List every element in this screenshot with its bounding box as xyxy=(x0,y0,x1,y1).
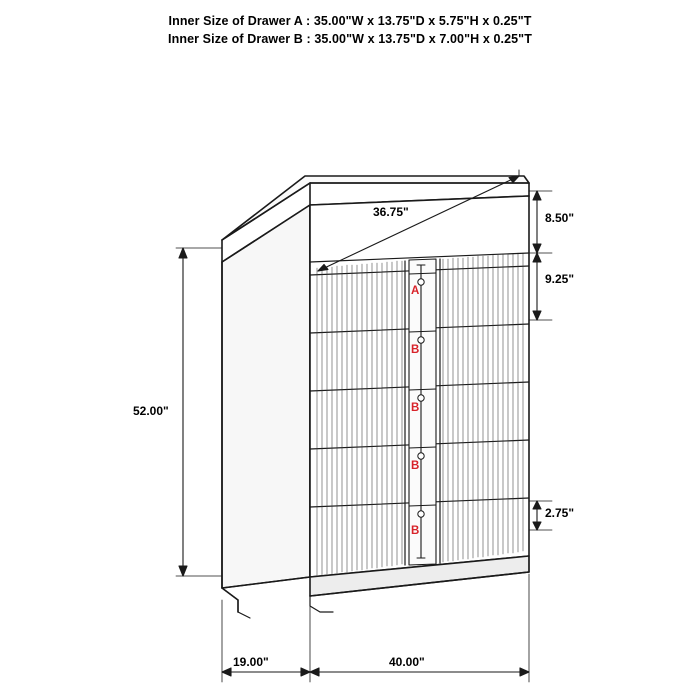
drawer-b-inner-size-text: Inner Size of Drawer B : 35.00"W x 13.75"D x 7.00"H x 0.25"T xyxy=(168,32,532,46)
dim-right-925 xyxy=(529,253,552,320)
drawer-label-b2: B xyxy=(411,402,420,414)
drawer-label-b4: B xyxy=(411,525,420,537)
dim-label-top-width: 36.75" xyxy=(373,205,409,219)
dim-label-total-height: 52.00" xyxy=(133,404,169,418)
dim-label-width: 40.00" xyxy=(389,655,425,669)
dim-label-depth: 19.00" xyxy=(233,655,269,669)
dim-label-right-925: 9.25" xyxy=(545,272,575,286)
dim-label-right-850: 8.50" xyxy=(545,211,575,225)
dim-bottom-depth xyxy=(222,600,310,682)
drawer-label-b1: B xyxy=(411,344,420,356)
dim-label-right-275: 2.75" xyxy=(545,506,575,520)
drawer-label-b3: B xyxy=(411,460,420,472)
dim-total-height xyxy=(176,248,222,576)
drawer-a-inner-size-text: Inner Size of Drawer A : 35.00"W x 13.75"D x 5.75"H x 0.25"T xyxy=(168,14,532,28)
drawer-label-a: A xyxy=(411,285,420,297)
